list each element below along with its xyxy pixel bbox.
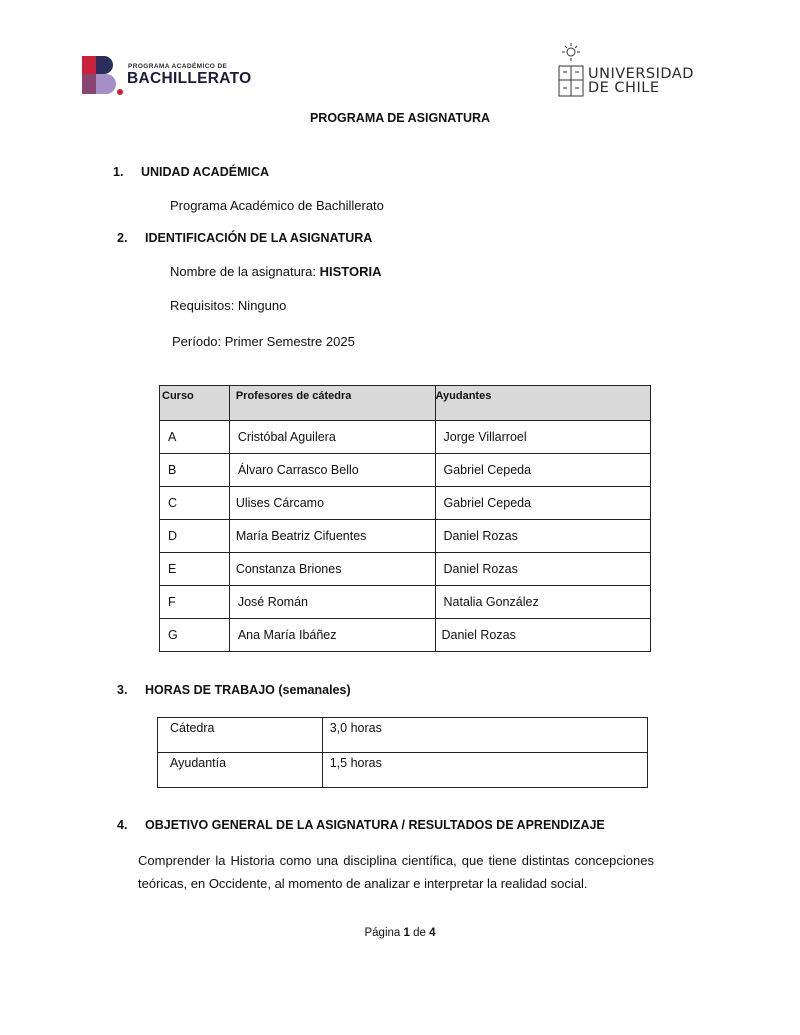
bachillerato-logo — [80, 54, 250, 98]
table-cell: Constanza Briones — [229, 553, 435, 586]
page-total: 4 — [429, 927, 436, 939]
table-cell: Jorge Villarroel — [435, 421, 651, 454]
table-cell: B — [160, 454, 230, 487]
table-cell: Daniel Rozas — [435, 619, 651, 652]
table-cell: 1,5 horas — [322, 753, 647, 788]
section-4-heading — [117, 818, 605, 832]
section-number: 3. — [117, 683, 128, 697]
nombre-label: Nombre de la asignatura: — [170, 264, 320, 279]
table-cell: F — [160, 586, 230, 619]
nombre-value: HISTORIA — [319, 264, 382, 279]
table-row — [160, 487, 651, 520]
cursos-table — [159, 385, 651, 652]
table-cell: Cátedra — [158, 718, 323, 753]
universidad-de-chile-logo — [556, 42, 696, 100]
logo-subtitle: PROGRAMA ACADÉMICO DE — [128, 63, 228, 70]
bachillerato-logo-mark-icon — [80, 54, 124, 96]
header-cell: Profesores de cátedra — [229, 386, 435, 421]
table-row — [158, 753, 648, 788]
table-cell: Álvaro Carrasco Bello — [229, 454, 435, 487]
table-cell: D — [160, 520, 230, 553]
table-row — [160, 553, 651, 586]
table-cell: 3,0 horas — [322, 718, 647, 753]
header-cell: Ayudantes — [435, 386, 651, 421]
table-row — [160, 619, 651, 652]
university-name-line2: DE CHILE — [588, 80, 660, 96]
table-row — [160, 454, 651, 487]
university-name — [588, 67, 694, 95]
periodo: Período: Primer Semestre 2025 — [172, 334, 355, 349]
table-cell: Gabriel Cepeda — [435, 454, 651, 487]
section-2-heading — [117, 231, 372, 245]
table-cell: María Beatriz Cifuentes — [229, 520, 435, 553]
table-cell: G — [160, 619, 230, 652]
unidad-value: Programa Académico de Bachillerato — [170, 198, 384, 213]
objetivo-paragraph: Comprender la Historia como una disciplina científica, que tiene distintas concepciones teóricas, en Occidente, al momento de analizar e interpretar la realidad social. — [138, 853, 654, 891]
page-title: PROGRAMA DE ASIGNATURA — [309, 111, 491, 125]
table-cell: Natalia González — [435, 586, 651, 619]
footer-text: Página — [364, 927, 404, 939]
section-label: HORAS DE TRABAJO (semanales) — [145, 683, 351, 697]
table-row — [160, 586, 651, 619]
section-3-heading — [117, 683, 351, 697]
university-crest-icon — [556, 42, 586, 98]
header-cell: Curso — [160, 386, 230, 421]
section-number: 4. — [117, 818, 128, 832]
table-cell: E — [160, 553, 230, 586]
table-row — [160, 520, 651, 553]
nombre-asignatura — [170, 264, 381, 279]
table-cell: Daniel Rozas — [435, 553, 651, 586]
section-label: OBJETIVO GENERAL DE LA ASIGNATURA / RESULTADOS DE APRENDIZAJE — [145, 818, 605, 832]
section-label: UNIDAD ACADÉMICA — [141, 165, 270, 179]
table-cell: José Román — [229, 586, 435, 619]
table-cell: Cristóbal Aguilera — [229, 421, 435, 454]
logo-title: BACHILLERATO — [127, 70, 252, 87]
requisitos: Requisitos: Ninguno — [170, 298, 287, 313]
footer-text: de — [409, 927, 430, 939]
page-number: 1 — [403, 927, 410, 939]
table-row — [160, 421, 651, 454]
table-cell: Daniel Rozas — [435, 520, 651, 553]
page-footer — [0, 927, 800, 939]
table-cell: Ayudantía — [158, 753, 323, 788]
section-number: 1. — [113, 165, 124, 179]
table-row — [158, 718, 648, 753]
table-cell: C — [160, 487, 230, 520]
horas-table — [157, 717, 648, 788]
table-cell: Ana María Ibáñez — [229, 619, 435, 652]
university-name-line1: UNIVERSIDAD — [588, 66, 694, 82]
section-label: IDENTIFICACIÓN DE LA ASIGNATURA — [145, 231, 373, 245]
table-cell: A — [160, 421, 230, 454]
table-cell: Ulises Cárcamo — [229, 487, 435, 520]
table-cell: Gabriel Cepeda — [435, 487, 651, 520]
section-1-heading — [113, 165, 269, 179]
table-header-row — [160, 386, 651, 421]
section-number: 2. — [117, 231, 128, 245]
